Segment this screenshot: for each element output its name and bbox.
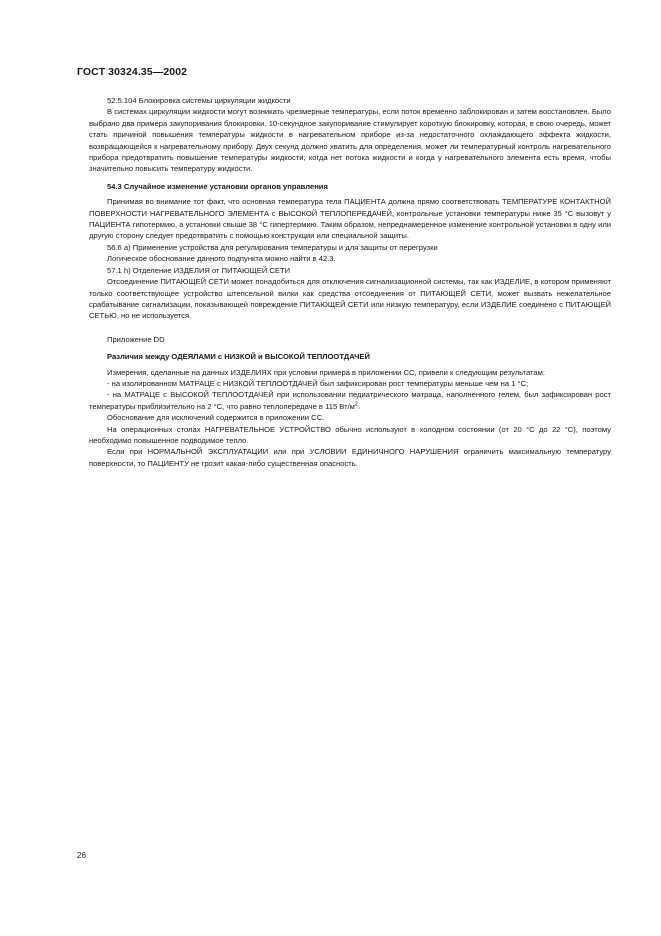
appendix-label: Приложение DD (107, 334, 165, 344)
appendix-heading: Различия между ОДЕЯЛАМИ с НИЗКОЙ и ВЫСОКОЙ ТЕПЛООТДАЧЕЙ (107, 352, 370, 362)
paragraph: На операционных столах НАГРЕВАТЕЛЬНОЕ УСТРОЙСТВО обычно используют в холодном состоянии (от 20 °С до 22 °С), поэтому необходимо повышенное подводимое тепло. (89, 424, 611, 445)
paragraph: Измерения, сделанные на данных ИЗДЕЛИЯХ при условии примера в приложении СС, привели к следующим результатам: (107, 367, 545, 377)
paragraph: Отсоединение ПИТАЮЩЕЙ СЕТИ может понадобиться для отключения сигнализационной системы, так как ИЗДЕЛИЕ, в котором применяют только соответствующее устройство штепсельной вилки как средства отсоединения от ПИТАЮЩЕЙ СЕТИ, может вызвать нежелательное срабатывание сигнализации, показывающей повреждение ПИТАЮЩЕЙ СЕТИ или низкую температуру, если ИЗДЕЛИЕ соединено с ПИТАЮЩЕЙ СЕТЬЮ, но не используется. (89, 277, 611, 321)
list-item-text: - на МАТРАЦЕ с ВЫСОКОЙ ТЕПЛООТДАЧЕЙ при использовании педиатрического матраца, наполненного гелем, был зафиксирован рост температуры приблизительно на 2 °С, что равно теплопередаче в 115 Вт/м (89, 390, 611, 411)
paragraph: Если при НОРМАЛЬНОЙ ЭКСПЛУАТАЦИИ или при УСЛОВИИ ЕДИНИЧНОГО НАРУШЕНИЯ ограничить максимальную температуру поверхности, то ПАЦИЕНТУ не грозит какая-либо существенная опасность. (89, 447, 611, 468)
section-heading-54-3: 54.3 Случайное изменение установки органов управления (107, 181, 328, 191)
section-title-57-1: 57.1 h) Отделение ИЗДЕЛИЯ от ПИТАЮЩЕЙ СЕТИ (107, 265, 291, 275)
paragraph: Обоснование для исключений содержится в приложении СС. (107, 413, 325, 423)
list-item (89, 389, 611, 412)
document-body (89, 95, 611, 469)
section-title-56-6: 56.6 а) Применение устройства для регулирования температуры и для защиты от перегрузки (107, 242, 438, 252)
paragraph: В системах циркуляции жидкости могут возникать чрезмерные температуры, если поток временно заблокирован и затем восстановлен. Было выбрано два примера закупоривания блокировки. 10-секундное закупоривание стимулирует короткую блокировку, которая, в свою очередь, может стать причиной повышения температуры жидкости в нагревательном приборе из-за недостаточного охлаждающего эффекта жидкости, возвращающейся к нагревательному прибору. Двух секунд должно хватить для определения, может ли температурный контроль нагревательного прибора предотвратить повышение температуры жидкости, когда нет потока жидкости и когда у нагревательного элемента есть время, чтобы значительно повысить температуру жидкости. (89, 107, 611, 174)
list-item-end: . (357, 401, 360, 411)
section-title-52-5-104: 52.5.104 Блокировка системы циркуляции жидкости (107, 96, 291, 105)
page-number: 26 (77, 851, 86, 860)
list-item: - на изолированном МАТРАЦЕ с НИЗКОЙ ТЕПЛООТДАЧЕЙ был зафиксирован рост температуры меньше чем на 1 °С; (107, 378, 529, 388)
superscript: 2 (354, 401, 358, 408)
paragraph: Принимая во внимание тот факт, что основная температура тела ПАЦИЕНТА должна прямо соответствовать ТЕМПЕРАТУРЕ КОНТАКТНОЙ ПОВЕРХНОСТИ НАГРЕВАТЕЛЬНОГО ЭЛЕМЕНТА с ВЫСОКОЙ ТЕПЛОПЕРЕДАЧЕЙ, контрольные установки температуры ниже 35 °С вызовут у ПАЦИЕНТА гипотермию, а установки свыше 38 °С гипертермию. Таким образом, непреднамеренное изменение контрольной установки в одну или другую сторону следует предотвратить с помощью конструкции или специальной защиты. (89, 197, 611, 241)
document-header: ГОСТ 30324.35—2002 (77, 66, 188, 78)
paragraph: Логическое обоснование данного подпункта можно найти в 42.3. (107, 254, 336, 264)
